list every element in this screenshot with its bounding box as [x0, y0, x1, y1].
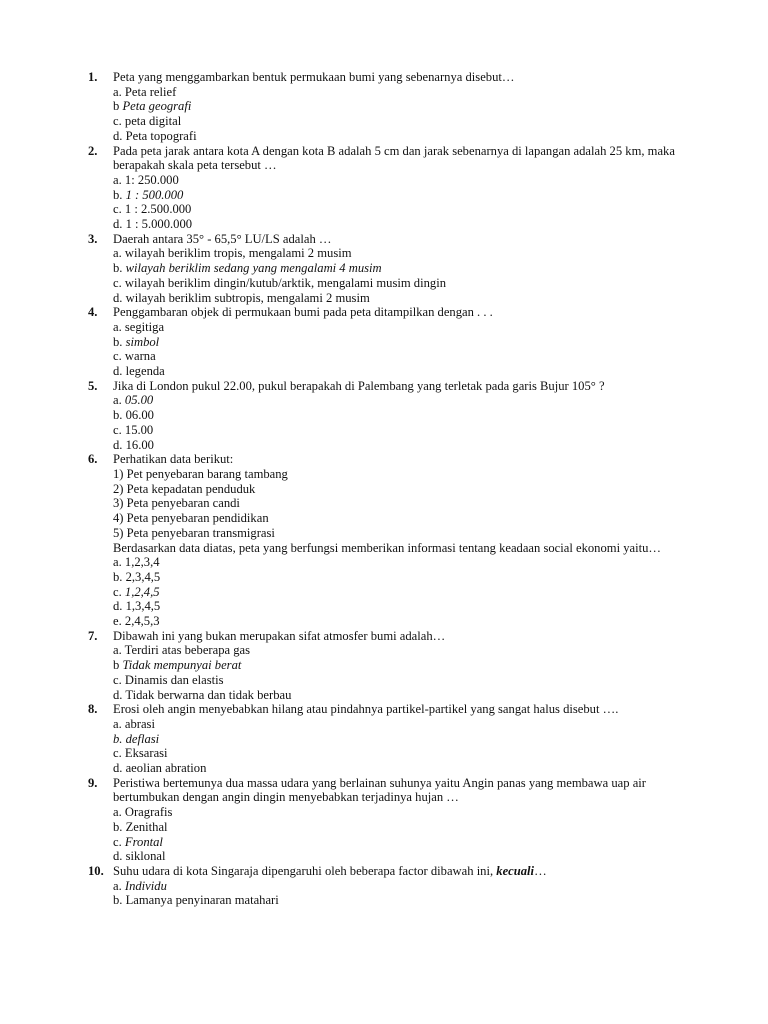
answer-option[interactable]	[0, 585, 768, 600]
answer-option[interactable]	[0, 805, 768, 820]
question-number: 1.	[88, 70, 98, 84]
answer-option[interactable]	[0, 732, 768, 747]
answer-option[interactable]	[0, 335, 768, 350]
answer-option[interactable]	[0, 688, 768, 703]
question-item	[0, 452, 768, 628]
answer-option[interactable]	[0, 129, 768, 144]
answer-option[interactable]	[0, 570, 768, 585]
question-text-segment: Suhu udara di kota Singaraja dipengaruhi oleh beberapa factor dibawah ini,	[113, 863, 497, 878]
option-text: Tidak berwarna dan tidak berbau	[125, 687, 292, 702]
question-item	[0, 305, 768, 379]
question-text-segment: Jika di London pukul 22.00, pukul berapakah di Palembang yang terletak pada garis Bujur 105° ?	[113, 378, 605, 393]
data-list-item: 1) Pet penyebaran barang tambang	[113, 466, 288, 481]
answer-option[interactable]	[0, 188, 768, 203]
question-text	[0, 452, 768, 467]
answer-option[interactable]	[0, 291, 768, 306]
question-number: 3.	[88, 231, 98, 246]
answer-option[interactable]	[0, 717, 768, 732]
option-text: simbol	[125, 334, 160, 349]
option-letter: a.	[113, 878, 125, 893]
option-text: 1 : 2.500.000	[124, 202, 192, 217]
answer-option[interactable]	[0, 246, 768, 261]
answer-option[interactable]	[0, 408, 768, 423]
question-item	[0, 629, 768, 703]
answer-option[interactable]	[0, 820, 768, 835]
question-item	[0, 232, 768, 306]
option-text: wilayah beriklim subtropis, mengalami 2 musim	[125, 290, 370, 305]
option-letter: d.	[113, 128, 126, 143]
option-text: abrasi	[124, 716, 155, 731]
data-list-item: 2) Peta kepadatan penduduk	[113, 481, 256, 496]
question-number: 7.	[88, 628, 98, 643]
question-text-segment: Pada peta jarak antara kota A dengan kota B adalah 5 cm dan jarak sebenarnya di lapangan adalah 25 km, maka berapakah skala peta tersebut …	[113, 143, 675, 173]
option-letter: d.	[113, 217, 126, 232]
question-followup: Berdasarkan data diatas, peta yang berfungsi memberikan informasi tentang keadaan social ekonomi yaitu…	[113, 540, 661, 555]
option-text: 2,4,5,3	[124, 614, 160, 629]
option-text: wilayah beriklim tropis, mengalami 2 musim	[124, 246, 352, 261]
question-item	[0, 864, 768, 908]
answer-option[interactable]	[0, 555, 768, 570]
option-text: wilayah beriklim sedang yang mengalami 4 musim	[125, 261, 382, 276]
answer-option[interactable]	[0, 879, 768, 894]
option-letter: a.	[113, 555, 125, 570]
option-letter: c.	[113, 114, 125, 129]
question-number: 6.	[88, 452, 98, 467]
question-item	[0, 144, 768, 232]
option-letter: b	[113, 658, 123, 673]
option-text: Terdiri atas beberapa gas	[124, 643, 251, 658]
question-text-segment: Perhatikan data berikut:	[113, 452, 234, 467]
option-text: Peta relief	[124, 84, 177, 99]
option-text: Zenithal	[125, 819, 168, 834]
answer-option[interactable]	[0, 217, 768, 232]
option-text: 16.00	[125, 437, 154, 452]
option-letter: a.	[113, 246, 125, 261]
answer-option[interactable]	[0, 893, 768, 908]
question-text	[0, 702, 768, 717]
question-text	[0, 305, 768, 320]
question-number: 5.	[88, 378, 98, 393]
option-letter: b.	[113, 819, 126, 834]
question-text-segment: Penggambaran objek di permukaan bumi pada peta ditampilkan dengan . . .	[113, 305, 493, 320]
option-letter: c.	[113, 422, 125, 437]
question-text-segment: …	[534, 863, 547, 878]
question-text	[0, 629, 768, 644]
data-list-item: 4) Peta penyebaran pendidikan	[113, 511, 269, 526]
option-text: peta digital	[124, 114, 182, 129]
answer-option[interactable]	[0, 173, 768, 188]
question-text	[0, 864, 768, 879]
answer-option[interactable]	[0, 423, 768, 438]
option-text: 1 : 500.000	[125, 187, 184, 202]
option-text: Oragrafis	[124, 805, 173, 820]
option-text: Individu	[124, 878, 167, 893]
option-text: 1: 250.000	[124, 172, 179, 187]
option-text: aeolian abration	[125, 761, 207, 776]
answer-option[interactable]	[0, 438, 768, 453]
option-letter: d.	[113, 849, 126, 864]
question-number: 8.	[88, 702, 98, 717]
question-item	[0, 70, 768, 144]
answer-option[interactable]	[0, 643, 768, 658]
option-letter: b.	[113, 261, 126, 276]
option-letter: c.	[113, 349, 125, 364]
question-text-segment: Peta yang menggambarkan bentuk permukaan bumi yang sebenarnya disebut…	[113, 70, 515, 84]
option-letter: d.	[113, 687, 126, 702]
answer-option[interactable]	[0, 364, 768, 379]
answer-option[interactable]	[0, 658, 768, 673]
option-text: Dinamis dan elastis	[124, 672, 224, 687]
option-text: b. deflasi	[113, 731, 160, 746]
answer-option[interactable]	[0, 261, 768, 276]
option-text: 1,2,4,5	[124, 584, 160, 599]
option-letter: a.	[113, 84, 125, 99]
option-letter: d.	[113, 364, 126, 379]
option-letter: a.	[113, 319, 125, 334]
option-text: warna	[124, 349, 156, 364]
question-text	[0, 70, 768, 85]
question-number: 4.	[88, 305, 98, 320]
question-text-segment: Erosi oleh angin menyebabkan hilang atau pindahnya partikel-partikel yang sangat halus disebut ….	[113, 702, 619, 717]
option-letter: d.	[113, 290, 126, 305]
option-letter: d.	[113, 599, 126, 614]
answer-option[interactable]	[0, 849, 768, 864]
option-text: 06.00	[125, 408, 154, 423]
question-text-segment: Peristiwa bertemunya dua massa udara yang berlainan suhunya yaitu Angin panas yang membawa uap air bertumbukan dengan angin dingin menyebabkan terjadinya hujan …	[113, 775, 646, 805]
data-list-item: 5) Peta penyebaran transmigrasi	[113, 525, 275, 540]
question-text	[0, 379, 768, 394]
question-text-segment: Dibawah ini yang bukan merupakan sifat atmosfer bumi adalah…	[113, 628, 446, 643]
answer-option[interactable]	[0, 202, 768, 217]
option-text: legenda	[125, 364, 165, 379]
answer-option[interactable]	[0, 85, 768, 100]
question-text-segment: Daerah antara 35° - 65,5° LU/LS adalah …	[113, 231, 332, 246]
option-letter: c.	[113, 746, 125, 761]
option-letter: b.	[113, 187, 126, 202]
option-text: Peta geografi	[122, 99, 192, 114]
question-number: 2.	[88, 143, 98, 158]
answer-option[interactable]	[0, 835, 768, 850]
question-item	[0, 776, 768, 864]
option-text: Eksarasi	[124, 746, 168, 761]
answer-option[interactable]	[0, 673, 768, 688]
question-number: 10.	[88, 863, 104, 878]
question-item	[0, 379, 768, 453]
option-letter: e.	[113, 614, 125, 629]
option-text: 1,2,3,4	[124, 555, 160, 570]
option-letter: d.	[113, 761, 126, 776]
question-text	[0, 144, 768, 173]
option-letter: b.	[113, 334, 126, 349]
option-letter: c.	[113, 834, 125, 849]
option-letter: c.	[113, 584, 125, 599]
option-text: 1,3,4,5	[125, 599, 161, 614]
answer-option[interactable]	[0, 320, 768, 335]
option-text: Peta topografi	[125, 128, 197, 143]
option-letter: b.	[113, 408, 126, 423]
answer-option[interactable]	[0, 761, 768, 776]
option-letter: b	[113, 99, 123, 114]
option-text: Tidak mempunyai berat	[122, 658, 242, 673]
option-text: Lamanya penyinaran matahari	[125, 893, 279, 908]
option-letter: a.	[113, 172, 125, 187]
question-text	[0, 232, 768, 247]
option-text: 2,3,4,5	[125, 569, 161, 584]
option-letter: c.	[113, 202, 125, 217]
answer-option[interactable]	[0, 614, 768, 629]
answer-option[interactable]	[0, 276, 768, 291]
option-letter: a.	[113, 716, 125, 731]
question-item	[0, 702, 768, 776]
question-text	[0, 776, 768, 805]
answer-option[interactable]	[0, 393, 768, 408]
option-letter: d.	[113, 437, 126, 452]
answer-option[interactable]	[0, 114, 768, 129]
option-text: Frontal	[124, 834, 163, 849]
option-text: 15.00	[124, 422, 154, 437]
answer-option[interactable]	[0, 99, 768, 114]
option-text: wilayah beriklim dingin/kutub/arktik, mengalami musim dingin	[124, 275, 446, 290]
option-letter: c.	[113, 672, 125, 687]
answer-option[interactable]	[0, 599, 768, 614]
data-list-item: 3) Peta penyebaran candi	[113, 496, 240, 511]
emphasis-word: kecuali	[496, 863, 535, 878]
option-text: 1 : 5.000.000	[125, 217, 193, 232]
answer-option[interactable]	[0, 746, 768, 761]
option-letter: a.	[113, 805, 125, 820]
option-letter: b.	[113, 893, 126, 908]
option-letter: a.	[113, 643, 125, 658]
answer-option[interactable]	[0, 349, 768, 364]
option-text: 05.00	[124, 393, 154, 408]
option-letter: a.	[113, 393, 125, 408]
option-letter: b.	[113, 569, 126, 584]
question-list	[0, 70, 768, 908]
question-number: 9.	[88, 775, 98, 790]
option-letter: c.	[113, 275, 125, 290]
option-text: segitiga	[124, 319, 165, 334]
option-text: siklonal	[125, 849, 166, 864]
